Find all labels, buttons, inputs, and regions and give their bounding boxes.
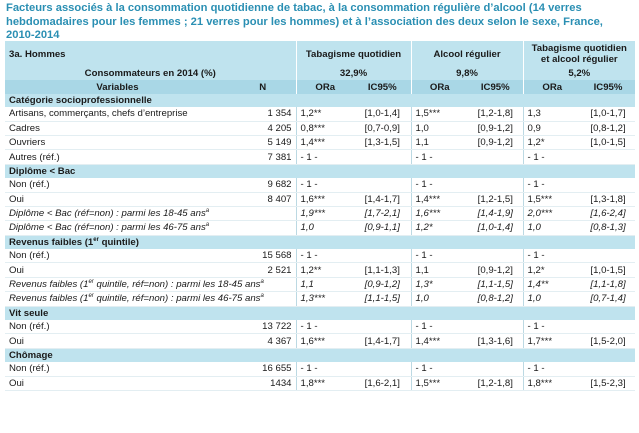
row-label-text: Oui [9,335,24,347]
section-title [5,164,635,178]
cell-ora: 1,4** [523,277,581,291]
cell-ora: - 1 - [411,249,468,263]
cell-ora: 1,5*** [411,376,468,390]
cell-ic95 [581,362,635,376]
cell-ora: 1,2** [296,263,354,277]
cell-n: 1434 [230,376,296,390]
table-row [5,178,635,192]
cell-ic95 [581,320,635,334]
superscript: a [260,278,264,285]
results-table [5,41,635,391]
cell-ic95: [1,1-1,5] [468,277,523,291]
cell-ic95: [1,0-1,5] [581,263,635,277]
cell-ic95: [0,7-0,9] [354,121,411,135]
cell-ic95: [0,7-1,4] [581,292,635,306]
row-label [5,206,230,220]
cell-ora: - 1 - [296,362,354,376]
col-ic: IC95% [354,80,411,93]
table-row [5,362,635,376]
col-variables: Variables [5,80,230,93]
cell-ic95: [1,2-1,8] [468,376,523,390]
section-row [5,235,635,249]
cell-n: 1 354 [230,107,296,121]
consumers-alcool: 9,8% [411,67,523,80]
cell-ora: 1,4*** [411,192,468,206]
section-title-text: Vit seule [9,307,49,319]
row-label [5,249,230,263]
cell-ora: 1,1 [296,277,354,291]
consumers-tabac: 32,9% [296,67,411,80]
table-row [5,221,635,235]
cell-ora: - 1 - [296,249,354,263]
row-label-text: quintile, réf=non) : parmi les 18-45 ans [93,279,261,291]
col-ora: ORa [523,80,581,93]
row-label-text: Non (réf.) [9,363,50,375]
cell-ora: 0,9 [523,121,581,135]
section-title [5,235,635,249]
cell-ora: 1,0 [523,221,581,235]
cell-ic95: [1,5-2,0] [581,334,635,348]
cell-ic95: [1,0-1,5] [581,135,635,149]
cell-ora: - 1 - [296,320,354,334]
cell-ora: 1,0 [411,292,468,306]
section-row [5,164,635,178]
consumers-both: 5,2% [523,67,635,80]
row-label [5,221,230,235]
cell-ora: - 1 - [411,362,468,376]
cell-ic95: [0,9-1,2] [468,135,523,149]
cell-n: 16 655 [230,362,296,376]
cell-ora: 0,8*** [296,121,354,135]
row-label [5,362,230,376]
row-label-text: Cadres [9,122,40,134]
cell-ic95: [1,5-2,3] [581,376,635,390]
superscript: er [88,293,94,300]
cell-ic95: [0,8-1,2] [468,292,523,306]
cell-ic95: [1,3-1,5] [354,135,411,149]
group-header-both: Tabagisme quotidien et alcool régulier [523,41,635,67]
cell-ic95: [1,0-1,7] [581,107,635,121]
cell-n: 9 682 [230,178,296,192]
section-title-text: Catégorie socioprofessionnelle [9,94,152,106]
row-label [5,107,230,121]
cell-ic95: [1,4-1,9] [468,206,523,220]
col-n: N [230,80,296,93]
cell-ora: 1,6*** [296,334,354,348]
cell-n: 8 407 [230,192,296,206]
group-header-tabac: Tabagisme quotidien [296,41,411,67]
table-row [5,192,635,206]
cell-ic95 [468,150,523,164]
table-row [5,263,635,277]
section-title-text: Chômage [9,350,53,361]
row-label [5,135,230,149]
cell-ic95: [1,7-2,1] [354,206,411,220]
superscript: er [88,278,94,285]
cell-ic95 [581,178,635,192]
cell-ic95 [354,249,411,263]
row-label-text: Non (réf.) [9,321,50,333]
cell-ora: 1,3*** [296,292,354,306]
cell-n: 7 381 [230,150,296,164]
cell-ora: 1,0 [296,221,354,235]
table-row [5,249,635,263]
cell-ic95: [1,0-1,4] [468,221,523,235]
cell-n: 4 367 [230,334,296,348]
table-body [5,94,635,391]
superscript: er [93,236,99,243]
cell-ora: - 1 - [411,320,468,334]
cell-n: 5 149 [230,135,296,149]
section-title [5,94,635,107]
table-row [5,277,635,291]
cell-ora: 1,3 [523,107,581,121]
cell-ora: 1,2* [523,135,581,149]
cell-ora: 1,8*** [523,376,581,390]
row-label-text: Artisans, commerçants, chefs d’entreprise [9,108,188,120]
cell-ic95: [1,2-1,8] [468,107,523,121]
cell-ora: 1,2* [523,263,581,277]
cell-ora: 1,5*** [523,192,581,206]
row-label [5,150,230,164]
cell-ora: 1,1 [411,263,468,277]
cell-ic95 [581,150,635,164]
table-row [5,121,635,135]
cell-ora: 1,1 [411,135,468,149]
row-label [5,178,230,192]
col-ic: IC95% [581,80,635,93]
cell-ora: - 1 - [523,362,581,376]
cell-ic95: [1,3-1,6] [468,334,523,348]
page-title: Facteurs associés à la consommation quotidienne de tabac, à la consommation régulière d’alcool (14 verres hebdomadaires pour les femmes ; 21 verres pour les hommes) et à l’association des deux selon le sexe, France, 2010-2014 [6,2,603,41]
cell-ora: 1,4*** [296,135,354,149]
cell-ic95 [581,249,635,263]
row-label [5,320,230,334]
cell-ora: - 1 - [523,178,581,192]
row-label [5,121,230,135]
row-label-text: quintile, réf=non) : parmi les 46-75 ans [93,293,261,305]
superscript: a [205,207,210,214]
cell-ic95: [1,1-1,3] [354,263,411,277]
row-label-text: Oui [9,193,24,205]
cell-ic95 [354,362,411,376]
row-label-text: Autres (réf.) [9,151,60,163]
row-label [5,376,230,390]
row-label [5,292,264,306]
cell-ora: 1,7*** [523,334,581,348]
cell-ora: 1,4*** [411,334,468,348]
table-row [5,292,635,306]
cell-ora: 1,9*** [296,206,354,220]
cell-ic95: [0,9-1,2] [354,277,411,291]
cell-ic95 [354,320,411,334]
section-row [5,306,635,320]
row-label-text: Ouvriers [9,137,46,149]
superscript: a [205,222,210,229]
cell-ic95: [1,1-1,8] [581,277,635,291]
cell-ic95 [468,178,523,192]
table-row [5,206,635,220]
row-label [5,277,264,291]
col-ora: ORa [296,80,354,93]
section-title [5,306,635,320]
cell-ora: 2,0*** [523,206,581,220]
section-row [5,348,635,362]
cell-ic95: [0,9-1,2] [468,263,523,277]
cell-ora: - 1 - [523,320,581,334]
row-label [5,334,230,348]
cell-ic95: [0,9-1,2] [468,121,523,135]
cell-ic95: [0,8-1,3] [581,221,635,235]
group-header-alcool: Alcool régulier [411,41,523,67]
cell-ora: - 1 - [296,150,354,164]
cell-n: 2 521 [230,263,296,277]
cell-n: 13 722 [230,320,296,334]
cell-ic95: [0,8-1,2] [581,121,635,135]
row-label-text: Oui [9,377,24,389]
cell-n: 15 568 [230,249,296,263]
cell-ora: - 1 - [523,249,581,263]
section-label: 3a. Hommes [5,41,296,67]
cell-ic95: [1,6-2,4] [581,206,635,220]
cell-ora: 1,6*** [296,192,354,206]
cell-ora: - 1 - [411,178,468,192]
cell-n [230,206,296,220]
cell-n: 4 205 [230,121,296,135]
table-row [5,376,635,390]
cell-ora: 1,0 [411,121,468,135]
row-label-text: Non (réf.) [9,250,50,262]
table-row [5,334,635,348]
row-label [5,192,230,206]
cell-ic95: [1,3-1,8] [581,192,635,206]
cell-ic95: [0,9-1,1] [354,221,411,235]
cell-ora: 1,6*** [411,206,468,220]
row-label-text: Oui [9,264,24,276]
header-row-consumers [5,67,635,80]
col-ora: ORa [411,80,468,93]
header-row-groups [5,41,635,67]
cell-ic95: [1,4-1,7] [354,334,411,348]
row-label-text: Diplôme < Bac (réf=non) : parmi les 18-45 ans [9,208,206,220]
row-label-text: Non (réf.) [9,179,50,191]
table-row [5,107,635,121]
col-ic: IC95% [468,80,523,93]
cell-ora: - 1 - [411,150,468,164]
cell-ic95: [1,2-1,5] [468,192,523,206]
header-row-columns [5,80,635,93]
cell-ora: 1,8*** [296,376,354,390]
table-row [5,320,635,334]
consumers-label: Consommateurs en 2014 (%) [5,67,296,80]
cell-ora: 1,0 [523,292,581,306]
row-label-text: Revenus faibles (1 [9,279,89,291]
row-label-text: Revenus faibles (1 [9,293,89,305]
section-title-text: Diplôme < Bac [9,165,76,177]
cell-ic95 [468,362,523,376]
cell-ora: 1,3* [411,277,468,291]
table-row [5,135,635,149]
cell-ic95 [354,150,411,164]
cell-ora: 1,2* [411,221,468,235]
cell-ic95: [1,1-1,5] [354,292,411,306]
cell-ic95: [1,6-2,1] [354,376,411,390]
superscript: a [260,293,264,300]
table-row [5,150,635,164]
section-title-text: Revenus faibles (1 [9,236,94,248]
cell-ic95 [468,320,523,334]
cell-ora: - 1 - [523,150,581,164]
cell-ic95: [1,4-1,7] [354,192,411,206]
cell-ora: - 1 - [296,178,354,192]
section-title [5,348,635,362]
cell-ora: 1,5*** [411,107,468,121]
row-label [5,263,230,277]
cell-ic95 [468,249,523,263]
cell-n [230,221,296,235]
section-title-text: quintile) [98,236,139,248]
cell-ic95: [1,0-1,4] [354,107,411,121]
cell-ora: 1,2** [296,107,354,121]
row-label-text: Diplôme < Bac (réf=non) : parmi les 46-75 ans [9,222,206,234]
section-row [5,94,635,107]
cell-ic95 [354,178,411,192]
